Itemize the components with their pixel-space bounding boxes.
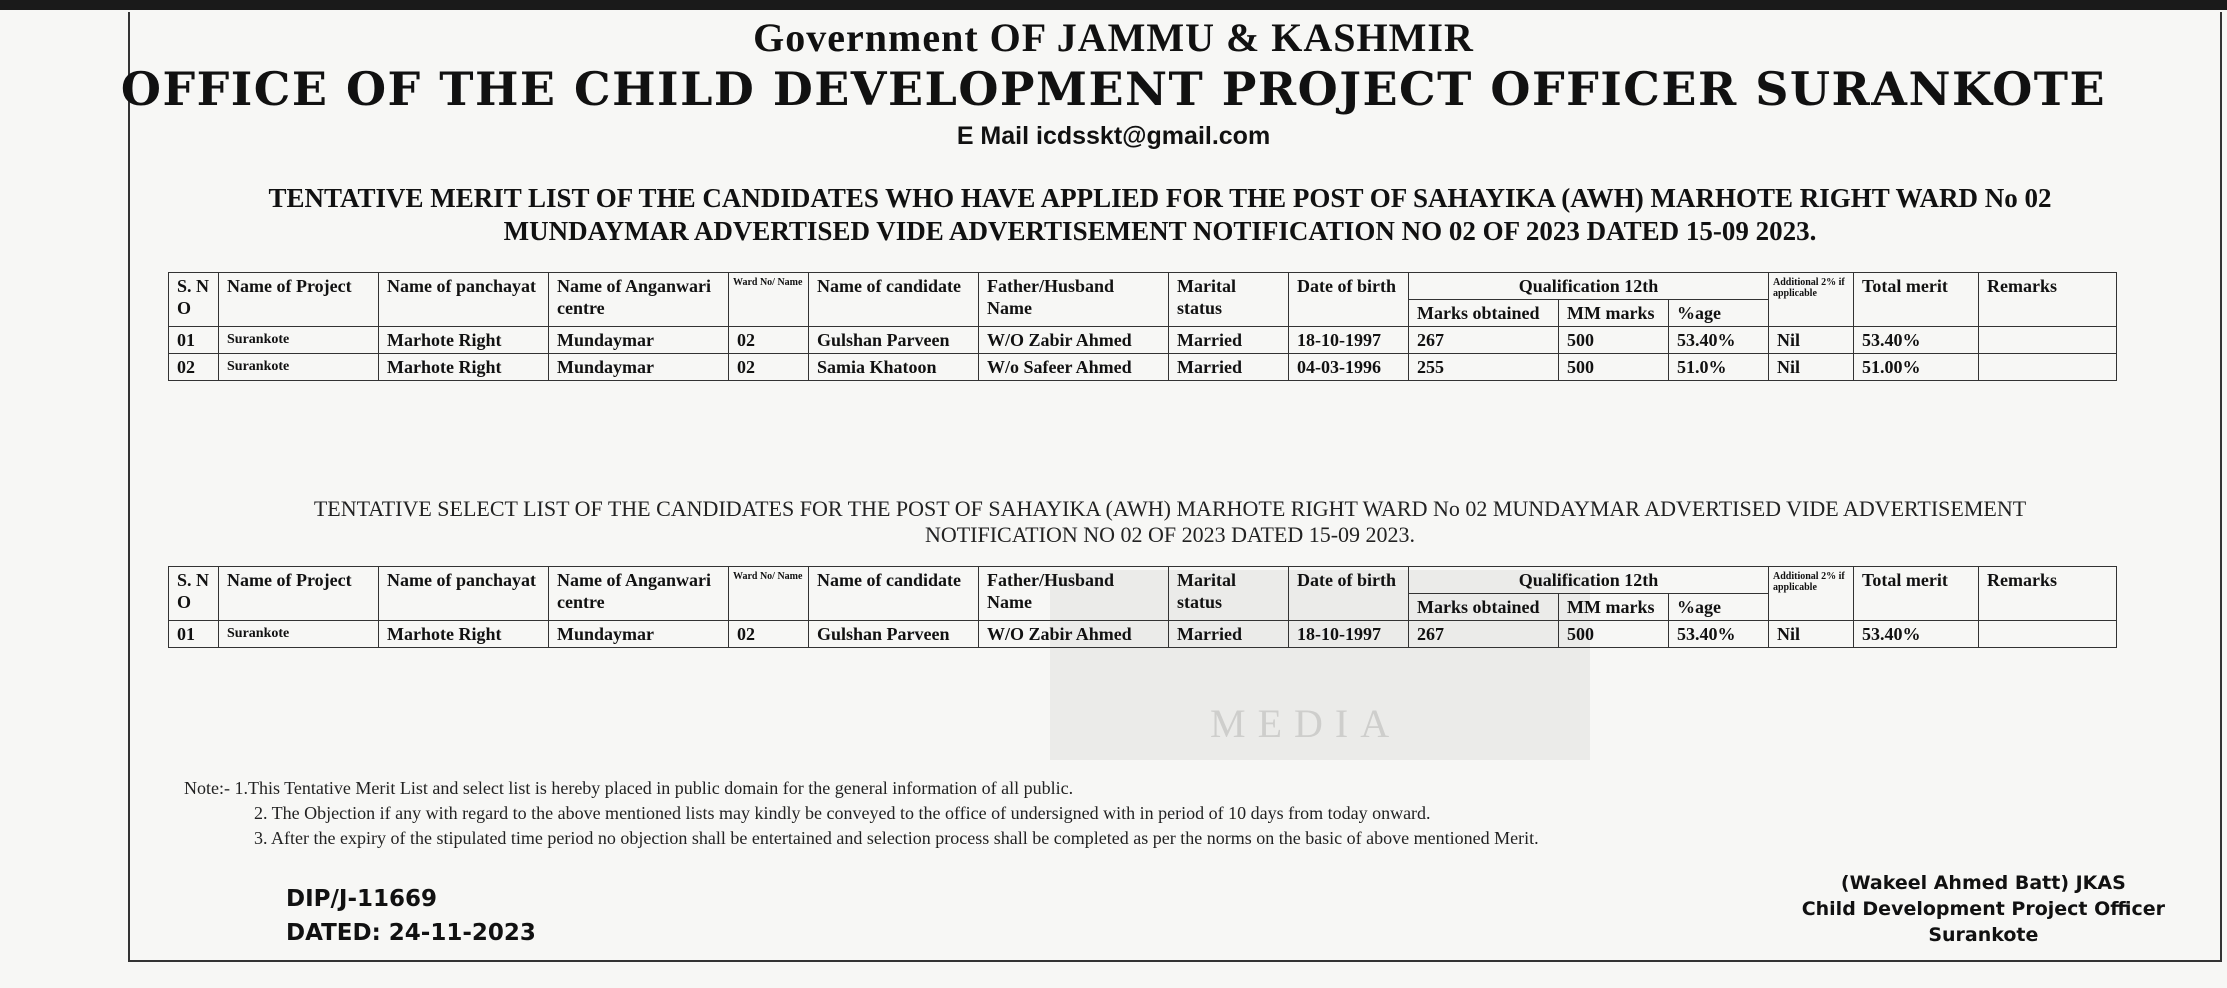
col-header-sno: S. N O (169, 567, 219, 621)
cell-additional: Nil (1769, 621, 1854, 648)
col-header-panchayat: Name of panchayat (379, 273, 549, 327)
col-header-marks: Marks obtained (1409, 594, 1559, 621)
table-header-row (169, 273, 2117, 300)
cell-marks: 267 (1409, 621, 1559, 648)
note-2: 2. The Objection if any with regard to the above mentioned lists may kindly be conveyed to the office of undersigned with in period of 10 days from today onward. (254, 803, 1431, 823)
cell-pct: 53.40% (1669, 327, 1769, 354)
signatory-name: (Wakeel Ahmed Batt) JKAS (1840, 872, 2126, 894)
cell-candidate: Gulshan Parveen (809, 621, 979, 648)
dated-line: DATED: 24-11-2023 (286, 920, 536, 946)
cell-candidate: Gulshan Parveen (809, 327, 979, 354)
cell-remarks (1979, 354, 2117, 381)
cell-panchayat: Marhote Right (379, 354, 549, 381)
dip-block (286, 882, 536, 950)
col-header-candidate: Name of candidate (809, 273, 979, 327)
cell-mm: 500 (1559, 327, 1669, 354)
government-header: Government OF JAMMU & KASHMIR (753, 15, 1474, 60)
col-header-qualification: Qualification 12th (1409, 567, 1769, 594)
table-header-row (169, 567, 2117, 594)
merit-list-title: TENTATIVE MERIT LIST OF THE CANDIDATES WHO HAVE APPLIED FOR THE POST OF SAHAYIKA (AWH) MARHOTE RIGHT WARD No 02 MUNDAYMAR ADVERTISED VIDE ADVERTISEMENT NOTIFICATION NO 02 OF 2023 DATED 15-09 2023. (268, 183, 2052, 246)
cell-remarks (1979, 621, 2117, 648)
cell-sno: 02 (169, 354, 219, 381)
table-row (169, 621, 2117, 648)
col-header-dob: Date of birth (1289, 567, 1409, 621)
table-row (169, 327, 2117, 354)
cell-panchayat: Marhote Right (379, 327, 549, 354)
col-header-project: Name of Project (219, 567, 379, 621)
col-header-marks: Marks obtained (1409, 300, 1559, 327)
cell-marital: Married (1169, 354, 1289, 381)
cell-total: 53.40% (1854, 327, 1979, 354)
cell-sno: 01 (169, 327, 219, 354)
document-page (0, 10, 2227, 988)
cell-marital: Married (1169, 621, 1289, 648)
notes-section (184, 776, 1539, 851)
watermark-text: MEDIA (1210, 701, 1402, 746)
col-header-mm: MM marks (1559, 300, 1669, 327)
office-header: OFFICE OF THE CHILD DEVELOPMENT PROJECT OFFICER SURANKOTE (120, 62, 2107, 116)
cell-ward: 02 (729, 327, 809, 354)
cell-dob: 18-10-1997 (1289, 621, 1409, 648)
col-header-additional: Additional 2% if applicable (1769, 567, 1854, 621)
dip-number: DIP/J-11669 (286, 886, 438, 912)
col-header-remarks: Remarks (1979, 273, 2117, 327)
col-header-remarks: Remarks (1979, 567, 2117, 621)
signatory-place: Surankote (1928, 924, 2039, 946)
cell-dob: 04-03-1996 (1289, 354, 1409, 381)
select-list-title: TENTATIVE SELECT LIST OF THE CANDIDATES FOR THE POST OF SAHAYIKA (AWH) MARHOTE RIGHT WARD No 02 MUNDAYMAR ADVERTISED VIDE ADVERTISEMENT NOTIFICATION NO 02 OF 2023 DATED 15-09 2023. (313, 496, 2027, 547)
cell-mm: 500 (1559, 354, 1669, 381)
cell-dob: 18-10-1997 (1289, 327, 1409, 354)
cell-project: Surankote (219, 327, 379, 354)
col-header-candidate: Name of candidate (809, 567, 979, 621)
col-header-mm: MM marks (1559, 594, 1669, 621)
cell-centre: Mundaymar (549, 354, 729, 381)
col-header-dob: Date of birth (1289, 273, 1409, 327)
cell-additional: Nil (1769, 327, 1854, 354)
cell-project: Surankote (219, 354, 379, 381)
cell-project: Surankote (219, 621, 379, 648)
merit-list-table (168, 272, 2117, 381)
col-header-ward: Ward No/ Name (729, 273, 809, 327)
cell-remarks (1979, 327, 2117, 354)
col-header-ward: Ward No/ Name (729, 567, 809, 621)
col-header-project: Name of Project (219, 273, 379, 327)
email-line: E Mail icdsskt@gmail.com (956, 122, 1271, 150)
cell-mm: 500 (1559, 621, 1669, 648)
cell-total: 51.00% (1854, 354, 1979, 381)
cell-father: W/O Zabir Ahmed (979, 327, 1169, 354)
col-header-additional: Additional 2% if applicable (1769, 273, 1854, 327)
col-header-total: Total merit (1854, 273, 1979, 327)
col-header-panchayat: Name of panchayat (379, 567, 549, 621)
note-3: 3. After the expiry of the stipulated time period no objection shall be entertained and selection process shall be completed as per the norms on the basic of above mentioned Merit. (254, 828, 1539, 848)
cell-ward: 02 (729, 621, 809, 648)
col-header-father: Father/Husband Name (979, 273, 1169, 327)
cell-pct: 53.40% (1669, 621, 1769, 648)
col-header-father: Father/Husband Name (979, 567, 1169, 621)
cell-centre: Mundaymar (549, 621, 729, 648)
col-header-marital: Marital status (1169, 273, 1289, 327)
note-1: Note:- 1.This Tentative Merit List and select list is hereby placed in public domain for the general information of all public. (184, 778, 1074, 798)
cell-centre: Mundaymar (549, 327, 729, 354)
cell-pct: 51.0% (1669, 354, 1769, 381)
col-header-centre: Name of Anganwari centre (549, 273, 729, 327)
col-header-sno: S. N O (169, 273, 219, 327)
select-list-table (168, 566, 2117, 648)
cell-ward: 02 (729, 354, 809, 381)
col-header-pct: %age (1669, 300, 1769, 327)
signatory-title: Child Development Project Officer (1801, 898, 2165, 920)
col-header-pct: %age (1669, 594, 1769, 621)
cell-father: W/o Safeer Ahmed (979, 354, 1169, 381)
cell-sno: 01 (169, 621, 219, 648)
cell-marks: 267 (1409, 327, 1559, 354)
cell-candidate: Samia Khatoon (809, 354, 979, 381)
col-header-total: Total merit (1854, 567, 1979, 621)
col-header-marital: Marital status (1169, 567, 1289, 621)
col-header-qualification: Qualification 12th (1409, 273, 1769, 300)
cell-total: 53.40% (1854, 621, 1979, 648)
col-header-centre: Name of Anganwari centre (549, 567, 729, 621)
cell-father: W/O Zabir Ahmed (979, 621, 1169, 648)
signature-block (1802, 870, 2165, 948)
cell-marks: 255 (1409, 354, 1559, 381)
table-row (169, 354, 2117, 381)
cell-marital: Married (1169, 327, 1289, 354)
cell-additional: Nil (1769, 354, 1854, 381)
cell-panchayat: Marhote Right (379, 621, 549, 648)
